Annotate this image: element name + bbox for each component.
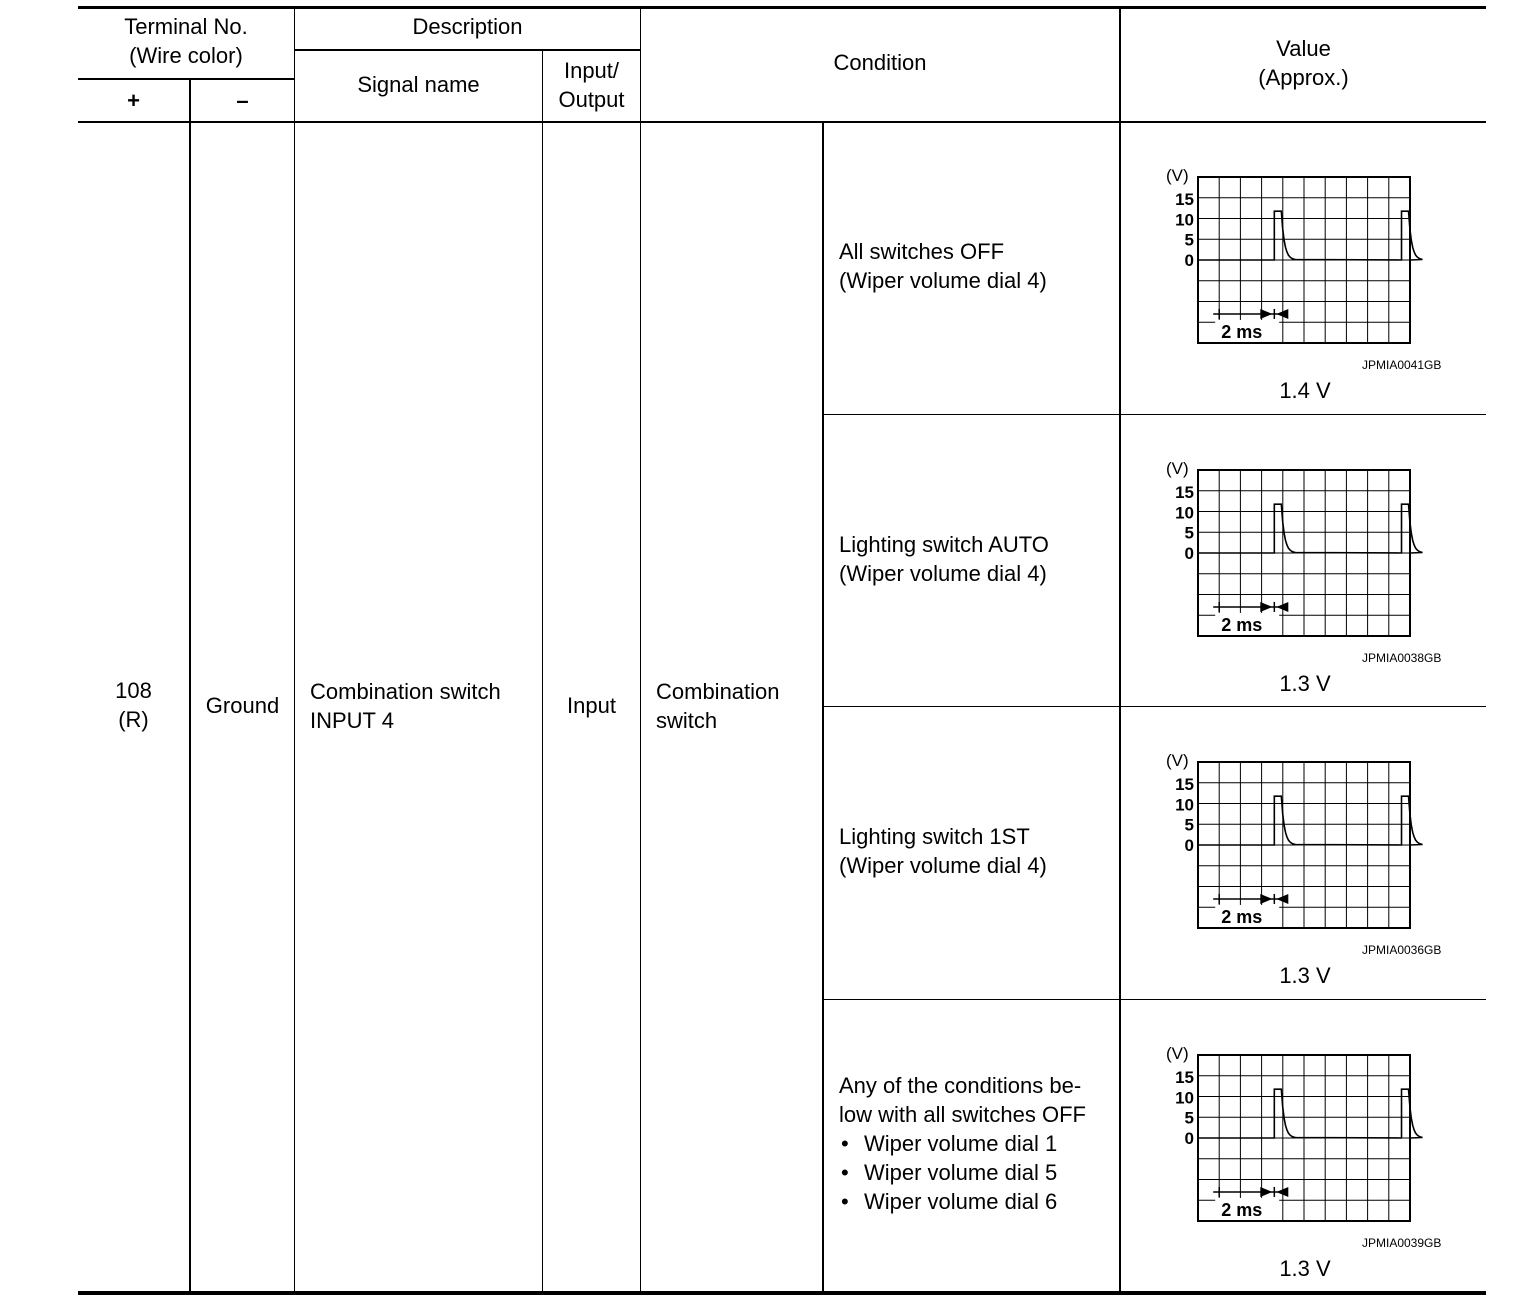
waveform-1 [1160,457,1420,647]
condition-text-0 [839,237,1047,295]
table-top-rule [78,6,1486,9]
col-rule-minus [189,80,191,1291]
y-tick-label: 5 [1184,815,1194,835]
condition-line: low with all switches OFF [839,1102,1086,1127]
y-tick-label: 0 [1184,251,1194,270]
image-id-3: JPMIA0039GB [1362,1236,1442,1250]
header-plus: + [127,88,140,113]
header-terminal-no-label: Terminal No. [124,14,248,39]
bullet-item: • Wiper volume dial 6 [839,1187,1086,1216]
y-tick-label: 15 [1175,774,1194,794]
y-axis-label: (V) [1166,1044,1189,1063]
image-id-0: JPMIA0041GB [1362,358,1442,372]
y-tick-label: 0 [1184,1129,1194,1148]
condition-line: All switches OFF [839,239,1005,264]
terminal-number: 108 [115,678,152,703]
waveform-3 [1160,1042,1420,1232]
condition-line: Lighting switch 1ST [839,824,1030,849]
header-bottom-rule [78,121,1486,123]
waveform-svg [1160,749,1420,934]
condition-main-line2: switch [656,708,718,733]
y-axis-label: (V) [1166,751,1189,770]
time-marker-arrow [1260,309,1272,319]
col-rule-value [1119,9,1121,1291]
header-input-label: Input/ [563,58,620,83]
y-tick-label: 15 [1175,482,1194,502]
y-tick-label: 5 [1184,230,1194,250]
time-marker-label: 2 ms [1221,614,1263,635]
image-id-2: JPMIA0036GB [1362,943,1442,957]
value-3: 1.3 V [1279,1256,1331,1281]
terminal-minus-cell: Ground [205,693,280,718]
time-marker-label: 2 ms [1221,1199,1263,1220]
value-2: 1.3 V [1279,963,1331,988]
image-id-1: JPMIA0038GB [1362,651,1442,665]
y-tick-label: 5 [1184,523,1194,543]
condition-text-2 [839,822,1047,880]
y-tick-label: 10 [1175,1088,1194,1108]
io-cell: Input [567,693,616,718]
col-rule-condition [640,9,641,1291]
header-input-output [543,56,640,114]
y-tick-label: 10 [1175,795,1194,815]
time-marker-arrow [1260,602,1272,612]
y-tick-label: 5 [1184,1108,1194,1128]
y-tick-label: 0 [1184,544,1194,563]
condition-main-cell [656,677,780,735]
condition-bullet-list [839,1129,1086,1216]
waveform-svg [1160,1042,1420,1227]
time-marker-label: 2 ms [1221,906,1263,927]
y-tick-label: 15 [1175,189,1194,209]
row-divider-2 [823,706,1486,707]
time-marker-label: 2 ms [1221,321,1263,342]
bullet-item: • Wiper volume dial 1 [839,1129,1086,1158]
value-1: 1.3 V [1279,671,1331,696]
signal-name-line2: INPUT 4 [310,708,394,733]
header-condition: Condition [833,50,927,75]
y-axis-label: (V) [1166,459,1189,478]
condition-line: Lighting switch AUTO [839,532,1049,557]
col-rule-description [294,9,295,1291]
condition-text-1 [839,530,1049,588]
row-divider-1 [823,414,1486,415]
waveform-svg [1160,457,1420,642]
row-divider-3 [823,999,1486,1000]
condition-line: Any of the conditions be- [839,1073,1082,1098]
signal-name-line1: Combination switch [310,679,501,704]
time-marker-arrow [1260,894,1272,904]
table-bottom-rule [78,1291,1486,1295]
col-rule-condition-detail [822,123,824,1291]
header-wire-color-label: (Wire color) [129,43,243,68]
y-tick-label: 10 [1175,503,1194,523]
header-minus: – [236,88,249,113]
header-approx-label: (Approx.) [1258,65,1349,90]
y-axis-label: (V) [1166,166,1189,185]
header-signal-name: Signal name [357,72,480,97]
y-tick-label: 10 [1175,210,1194,230]
waveform-2 [1160,749,1420,939]
terminal-wire-color: (R) [118,707,149,732]
description-subheader-rule [294,49,640,51]
condition-line: (Wiper volume dial 4) [839,268,1047,293]
header-description: Description [412,14,523,39]
header-value-label: Value [1276,36,1331,61]
signal-name-cell [310,677,501,735]
condition-line: (Wiper volume dial 4) [839,853,1047,878]
col-rule-io [542,51,543,1291]
y-tick-label: 0 [1184,836,1194,855]
header-output-label: Output [558,87,625,112]
value-0: 1.4 V [1279,378,1331,403]
time-marker-arrow [1260,1187,1272,1197]
condition-line: (Wiper volume dial 4) [839,561,1047,586]
waveform-0 [1160,164,1420,354]
condition-text-3 [839,1071,1086,1216]
header-value [1121,34,1486,92]
header-terminal-no [78,12,294,70]
terminal-plus-cell [78,676,189,734]
bullet-item: • Wiper volume dial 5 [839,1158,1086,1187]
condition-main-line1: Combination [656,679,780,704]
waveform-svg [1160,164,1420,349]
terminal-subheader-rule [78,78,294,80]
y-tick-label: 15 [1175,1067,1194,1087]
